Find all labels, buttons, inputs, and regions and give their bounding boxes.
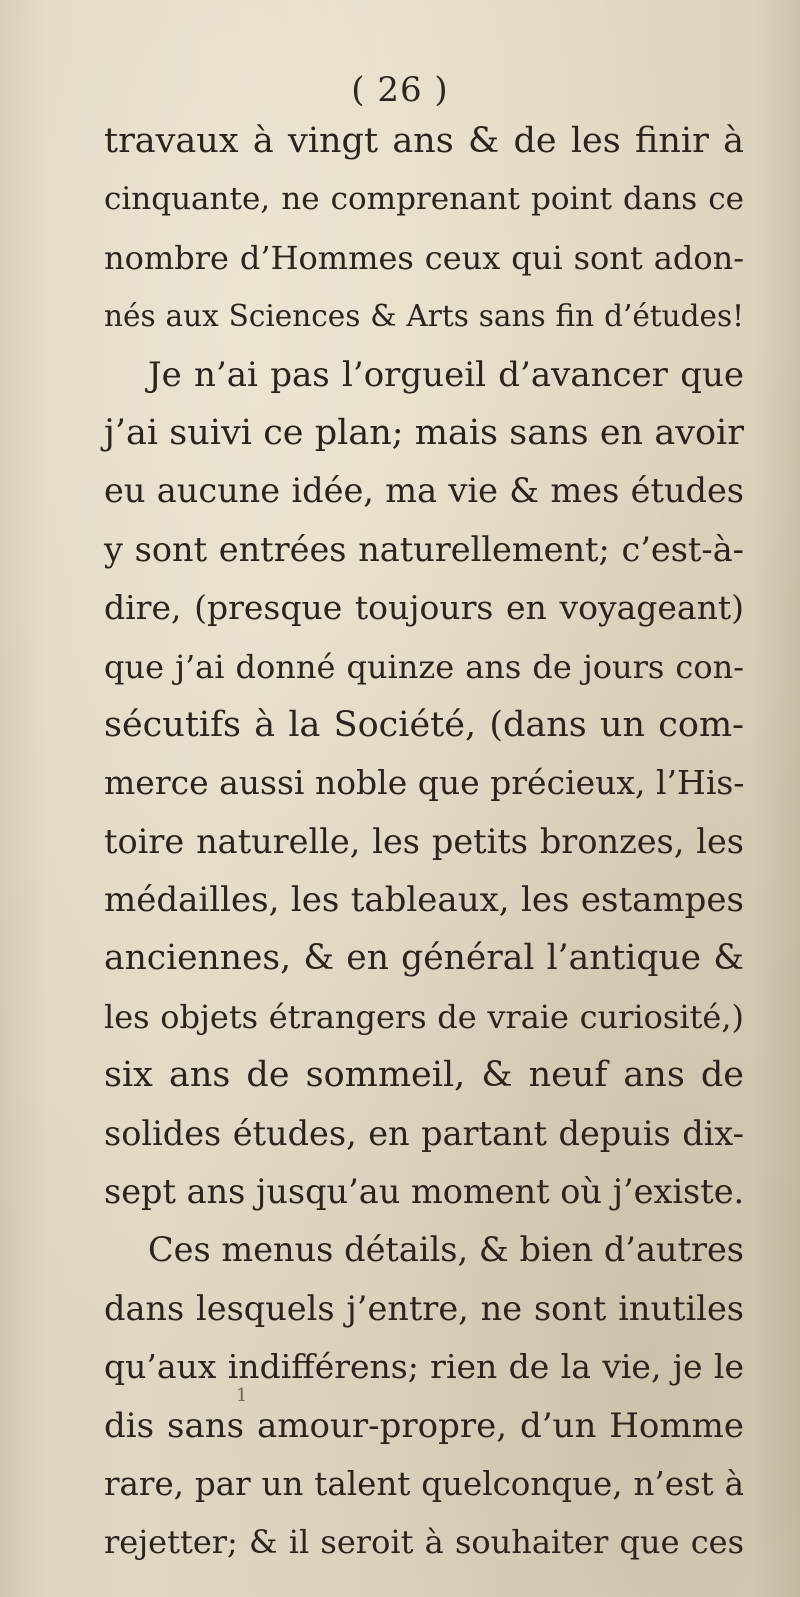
text-line: solides études, en partant depuis dix-	[104, 1113, 744, 1153]
text-line: nés aux Sciences & Arts sans fin d’études!	[104, 299, 744, 334]
footer-mark: 1	[236, 1385, 248, 1406]
text-line: dire, (presque toujours en voyageant)	[104, 588, 744, 628]
text-line: toire naturelle, les petits bronzes, les	[104, 821, 744, 861]
text-line: rare, par un talent quelconque, n’est à	[104, 1464, 744, 1503]
text-line: Ces menus détails, & bien d’autres	[148, 1230, 744, 1270]
text-line: travaux à vingt ans & de les finir à	[104, 121, 744, 161]
text-line: sécutifs à la Société, (dans un com-	[104, 704, 744, 745]
text-line: six ans de sommeil, & neuf ans de	[104, 1055, 744, 1096]
text-line: eu aucune idée, ma vie & mes études	[104, 471, 744, 511]
text-line: Je n’ai pas l’orgueil d’avancer que	[148, 354, 744, 395]
text-line: nombre d’Hommes ceux qui sont adon-	[104, 238, 744, 277]
text-line: j’ai suivi ce plan; mais sans en avoir	[104, 412, 744, 453]
text-line: dis sans amour-propre, d’un Homme	[104, 1405, 744, 1446]
body-text	[104, 112, 744, 1572]
text-line: rejetter; & il seroit à souhaiter que ces	[104, 1523, 744, 1562]
text-line: médailles, les tableaux, les estampes	[104, 880, 744, 921]
text-line: dans lesquels j’entre, ne sont inutiles	[104, 1288, 744, 1328]
text-line: les objets étrangers de vraie curiosité,)	[104, 997, 744, 1036]
page-number: ( 26 )	[351, 70, 449, 110]
text-line: cinquante, ne comprenant point dans ce	[104, 181, 744, 218]
text-line: merce aussi noble que précieux, l’His-	[104, 763, 745, 803]
text-line: y sont entrées naturellement; c’est-à-	[104, 529, 744, 569]
text-line: sept ans jusqu’au moment où j’existe.	[104, 1172, 745, 1212]
text-line: qu’aux indifférens; rien de la vie, je le	[104, 1347, 744, 1387]
text-line: que j’ai donné quinze ans de jours con-	[104, 647, 744, 686]
text-line: anciennes, & en général l’antique &	[104, 938, 744, 979]
